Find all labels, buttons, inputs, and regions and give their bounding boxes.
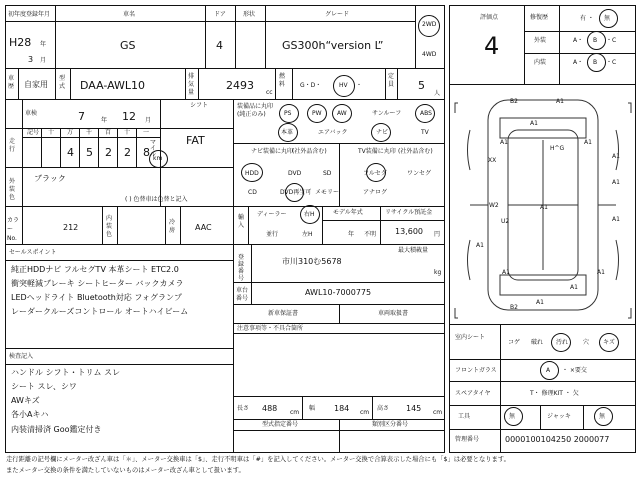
aircon-value: AAC [195,223,212,232]
recycle-unit: 円 [434,231,441,238]
tv-fullseg-circle [366,163,386,182]
mark-a1-9: A1 [597,269,605,276]
jack-circle [594,407,613,426]
max-load-unit: kg [434,269,442,276]
drive-circle [418,15,440,37]
class-no-label: 類別区分番号 [372,421,409,428]
ext-grade-pre: A・ [573,37,584,44]
equip-leather: 本革 [281,129,294,136]
mileage-km-circle [149,150,168,168]
jack-label: ジャッキ [547,413,571,420]
navi-hdd: HDD [245,170,259,177]
handle-left: 左H [302,231,313,238]
navi-title: ナビ装備に丸印 [251,148,294,155]
car-name: GS [120,39,136,52]
inspector-line-3: AWキズ [11,396,40,405]
reg-year-label: 年 [40,41,47,48]
drive-4wd: 4WD [422,51,437,58]
mark-a1-12: A1 [540,204,548,211]
doors-label: ドア [214,11,226,18]
mark-a1-1: A1 [556,98,564,105]
mileage-digit-3: 2 [105,146,112,159]
repair-circle [599,9,618,28]
mark-a1-8: A1 [612,216,620,223]
mileage-unit-3: 千 [86,129,93,136]
ext-grade-label: 外装 [534,37,547,44]
tools-none: 無 [509,413,516,420]
grade-score-value: 4 [484,32,500,60]
inspector-label: 検査記入 [9,353,34,360]
mgmt-value: 0000100104250 2000077 [505,435,610,444]
model-year-unit: 年 [348,231,355,238]
height-label: 高さ [377,405,390,412]
sales-line-2: 衝突軽減ブレーキ シートヒーター バックカメラ [11,279,184,288]
type-no-label: 型式指定番号 [262,421,299,428]
inspection-year: 7 [78,110,85,123]
tv-sub: (社外品含む) [398,148,433,155]
handle-circle [300,205,320,224]
inspector-line-1: ハンドル シフト・トリム スレ [11,368,121,377]
mark-a1-2: A1 [500,139,508,146]
navi-cd: CD [248,189,257,196]
usage-label: 車歴 [8,75,15,90]
chassis-label: 車台番号 [236,287,249,302]
width-label: 幅 [309,405,316,412]
model-label: 型式 [59,75,66,90]
caution-label: 注意事項等・不具合箇所 [237,325,304,332]
fuel-options: G・D・ [300,82,322,89]
sales-line-3: LEDヘッドライト Bluetooth対応 フォグランプ [11,293,182,302]
height-unit: cm [433,409,443,416]
mileage-label: 走行 [9,138,16,153]
shift-label: シフト [190,102,209,109]
tv-fullseg: フルセグ [363,170,387,177]
capacity-label: 定員 [388,73,395,88]
usage-value: 自家用 [24,80,48,89]
capacity-unit: 人 [434,90,441,97]
sheet-burn: コゲ [508,339,521,346]
mileage-digit-1: 4 [67,146,74,159]
mark-u2: U2 [501,218,510,225]
mark-a1-13: A1 [536,299,544,306]
height-value: 145 [406,404,422,413]
equip-sunroof: サンルーフ [372,110,402,117]
recycle-label: リサイクル預託金 [385,209,433,216]
windshield-rest: ・ ×要交 [562,367,587,374]
windshield-circle [540,361,559,380]
int-grade-pre: A・ [573,59,584,66]
color-no-label: カラーNo. [7,217,20,242]
equip-abs: ABS [420,110,432,117]
fuel-circle [333,75,355,97]
equip-airbag: エアバック [318,129,348,136]
equip-aw: AW [337,110,347,117]
mark-a1-6: A1 [476,242,484,249]
fuel-tail: ・ [356,82,363,89]
displacement-unit: cc [266,89,273,96]
exterior-label: 外装色 [9,178,16,201]
reg-no-label: 登録番号 [238,254,245,282]
inspector-line-4: 各小Aキハ [11,410,49,419]
sales-label: セールスポイント [9,249,57,256]
grade-score-label: 評価点 [480,14,499,21]
interior-label: 内装色 [106,215,113,238]
max-load-label: 最大積載量 [398,247,429,254]
mark-w2: W2 [489,202,499,209]
sheet-stain: 汚れ [556,339,569,346]
mileage-unit-5: 十 [124,129,131,136]
navi-sub: (社外品含む) [292,148,327,155]
tools-circle [504,407,523,426]
mark-a1-5: A1 [612,153,620,160]
navi-dvd: DVD [288,170,302,177]
mark-a1-7: A1 [612,179,620,186]
equip-leather-circle [278,123,298,142]
sales-line-1: 純正HDDナビ フルセグTV 本革シート ETC2.0 [11,265,179,274]
windshield-label: フロントガラス [455,367,497,374]
mark-b2-bottom: B2 [510,304,518,311]
width-unit: cm [360,409,370,416]
equip-abs-circle [415,104,435,123]
model-year-label: モデル年式 [333,209,363,216]
tv-analog: アナログ [363,189,388,196]
sheet-hole: 穴 [583,339,590,346]
sheet-stain-circle [551,333,571,352]
fuel-hv: HV [339,82,348,89]
equip-tv: TV [421,129,429,136]
capacity-value: 5 [418,79,425,92]
mileage-unit-2: 万 [67,129,74,136]
reg-month-label: 月 [40,57,47,64]
chassis-value: AWL10-7000775 [305,288,372,297]
windshield-a: A [546,367,551,374]
reg-label: 初年度登録年月 [8,11,51,18]
footer-line-1: 走行距離の記号欄にメーター改ざん車は「＊」、メーター交換車は「$」、走行不明車は「#」を記入してください。メーター交換で合算表示した場合にも「$」は必要となります。 [6,456,510,463]
tools-label: 工具 [458,413,471,420]
equip-ps: PS [284,110,292,117]
exterior-note: ( ) 色替車は色替と記入 [125,196,188,203]
mark-a1-11: A1 [570,284,578,291]
sales-line-4: レーダークルーズコントロール オートハイビーム [11,307,189,316]
int-grade-label: 内装 [534,59,547,66]
model-value: DAA-AWL10 [80,79,146,92]
equip-ps-circle [279,104,299,123]
navi-hdd-circle [241,163,263,182]
length-label: 長さ [237,405,250,412]
sheet-tear: 破れ [531,339,544,346]
navi-memory: メモリー [315,189,340,196]
import-dealer: ディーラー [257,211,287,218]
mileage-unit-1: 十 [48,129,55,136]
mgmt-label: 管理番号 [455,436,480,443]
mileage-digit-4: 2 [124,146,131,159]
mark-b2-top: B2 [510,98,518,105]
mileage-unit-4: 百 [105,129,112,136]
mileage-digit-5: 8 [143,146,150,159]
navi-sd: SD [323,170,332,177]
equip-pw: PW [312,110,322,117]
width-value: 184 [334,404,350,413]
import-parallel: 並行 [266,231,279,238]
fuel-label: 燃料 [279,73,286,88]
ext-grade-circle [587,31,606,50]
footer-line-2: またメーター交換の条件を満たしていないものはメーター改ざん車として扱います。 [6,467,245,474]
mark-a1-10: A1 [502,269,510,276]
spare-opts: T・ 修理KIT ・ 欠 [530,390,579,397]
equip-navi-circle [371,123,391,142]
drive-2wd: 2WD [422,21,437,28]
length-value: 488 [262,404,278,413]
jack-none: 無 [599,413,606,420]
int-grade-b: B [593,59,598,66]
exterior-value: ブラック [34,174,66,183]
length-unit: cm [290,409,300,416]
warranty-label: 新車保証書 [268,310,299,317]
navi-dvd-circle [285,183,304,202]
import-label: 輸入 [238,214,245,229]
recycle-value: 13,600 [395,227,423,236]
handle-right: 右H [304,211,315,218]
mark-xx: XX [488,157,497,164]
shift-value: FAT [186,134,205,147]
displacement-label: 排気量 [188,73,195,96]
equip-navi: ナビ [376,129,389,136]
tv-title: TV装備に丸印 [358,148,396,155]
grade-value: GS300h“version L” [282,39,384,52]
grade-label: グレード [325,11,350,18]
mileage-unit-6: 一 [143,129,150,136]
inspector-line-2: シート スレ、シワ [11,382,77,391]
equip-title: 装備品に丸印 [237,103,274,110]
mark-a1-3: A1 [584,139,592,146]
manual-label: 車両取扱書 [378,310,409,317]
aircon-label: 冷房 [169,219,176,234]
doors-value: 4 [216,39,223,52]
repair-none: 無 [604,15,611,22]
inspection-month-unit: 月 [145,117,152,124]
navi-dvd-play: DVD再生可 [280,189,312,196]
reg-era: H28 [9,36,32,49]
displacement-value: 2493 [226,79,254,92]
repair-label: 修復歴 [530,14,549,21]
reg-month: 3 [28,55,34,64]
sheet-scratch: キズ [603,339,615,346]
car-name-label: 車名 [123,11,136,18]
color-no-value: 212 [63,223,79,232]
inspection-month: 12 [122,110,136,123]
equip-sub: (純正のみ) [237,111,266,118]
ext-grade-post: ・C [606,37,617,44]
mileage-unit-0: 記号 [27,129,40,136]
sheet-scratch-circle [599,333,619,352]
mileage-mile: マイル [150,139,157,158]
mileage-km: km [153,155,163,162]
equip-pw-circle [307,104,327,123]
inspection-label: 車検 [25,110,38,117]
equip-aw-circle [332,104,352,123]
ext-grade-b: B [593,37,598,44]
model-year-value: 不明 [364,231,377,238]
int-grade-post: ・C [606,59,617,66]
inspector-line-5: 内装清掃済 Goo鑑定付き [11,425,102,434]
interior-sheet-label: 室内シート [455,334,486,341]
spare-label: スペアタイヤ [455,390,491,397]
shape-label: 形状 [243,11,256,18]
mileage-digit-2: 5 [86,146,93,159]
inspection-year-unit: 年 [101,117,108,124]
mark-a1-4: A1 [530,120,538,127]
tv-oneseg: ワンセグ [407,170,432,177]
mark-hg: H^G [550,145,565,152]
int-grade-circle [587,53,606,72]
repair-opts: 有 ・ [580,15,594,22]
reg-no-value: 市川310む5678 [282,257,342,266]
